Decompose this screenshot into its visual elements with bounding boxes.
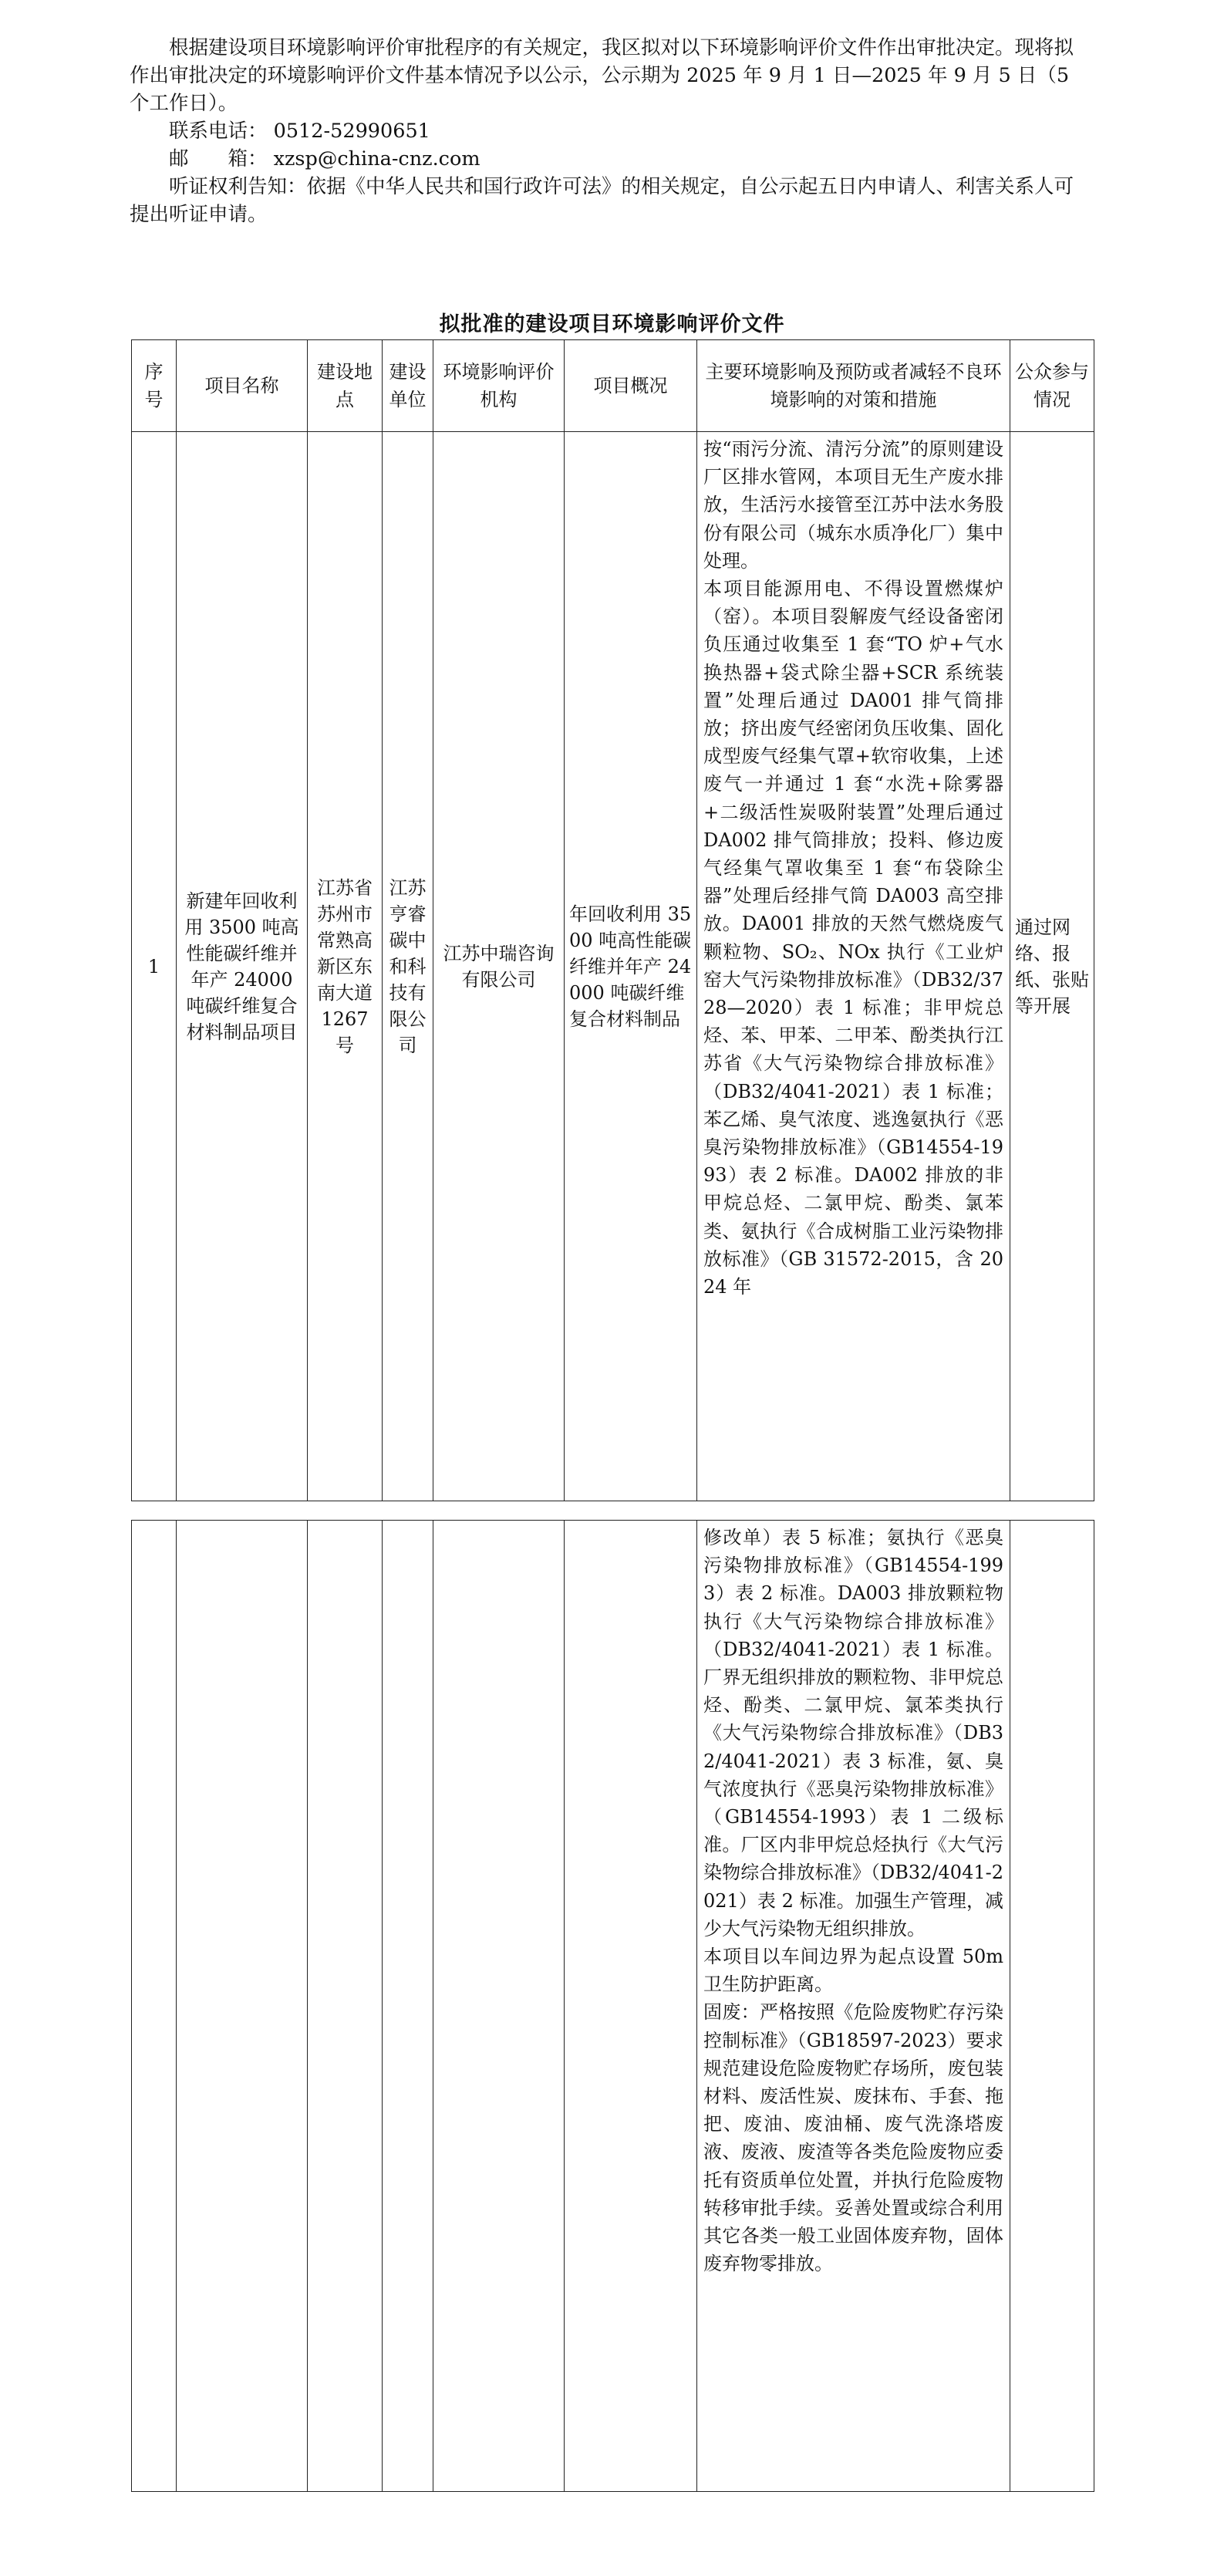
header-overview: 项目概况 (565, 340, 697, 432)
header-seq: 序号 (132, 340, 177, 432)
cell-seq: 1 (132, 432, 177, 1501)
header-participation: 公众参与情况 (1010, 340, 1094, 432)
header-name: 项目名称 (177, 340, 308, 432)
header-agency: 环境影响评价机构 (433, 340, 565, 432)
measures-waste: 固废：严格按照《危险废物贮存污染控制标准》（GB18597-2023）要求规范建设危险废物贮存场所，废包装材料、废活性炭、废抹布、手套、拖把、废油、废油桶、废气洗涤塔废液、废液、废渣等各类危险废物应委托有资质单位处置，并执行危险废物转移审批手续。妥善处置或综合利用其它各类一般工业固体废弃物，固体废弃物零排放。 (703, 2001, 1003, 2275)
cell-unit: 江苏亨睿碳中和科技有限公司 (383, 432, 433, 1501)
cell-measures (697, 432, 1010, 1501)
contact-email: 邮 箱： xzsp@china-cnz.com (169, 147, 480, 170)
table-row-continued (132, 1521, 1094, 2492)
cell-unit-empty (383, 1521, 433, 2492)
cell-seq-empty (132, 1521, 177, 2492)
table-header-row (132, 340, 1094, 432)
cell-location: 江苏省苏州市常熟高新区东南大道 1267 号 (308, 432, 383, 1501)
cell-agency: 江苏中瑞咨询有限公司 (433, 432, 565, 1501)
header-measures: 主要环境影响及预防或者减轻不良环境影响的对策和措施 (697, 340, 1010, 432)
cell-participation: 通过网络、报纸、张贴等开展 (1010, 432, 1094, 1501)
cell-name-empty (177, 1521, 308, 2492)
cell-measures-continued (697, 1521, 1010, 2492)
cell-overview-empty (565, 1521, 697, 2492)
header-unit: 建设单位 (383, 340, 433, 432)
measures-air: 本项目能源用电、不得设置燃煤炉（窑）。本项目裂解废气经设备密闭负压通过收集至 1 套“TO 炉+气水换热器+袋式除尘器+SCR 系统装置”处理后通过 DA001 排气筒排放；挤出废气经密闭负压收集、固化成型废气经集气罩+软帘收集，上述废气一并通过 1 套“水洗+除雾器+二级活性炭吸附装置”处理后通过 DA002 排气筒排放；投料、修边废气经集气罩收集至 1 套“布袋除尘器”处理后经排气筒 DA003 高空排放。DA001 排放的天然气燃烧废气颗粒物、SO₂、NOx 执行《工业炉窑大气污染物排放标准》（DB32/3728—2020）表 1 标准；非甲烷总烃、苯、甲苯、二甲苯、酚类执行江苏省《大气污染物综合排放标准》（DB32/4041-2021）表 1 标准；苯乙烯、臭气浓度、逃逸氨执行《恶臭污染物排放标准》（GB14554-1993）表 2 标准。DA002 排放的非甲烷总烃、二氯甲烷、酚类、氯苯类、氨执行《合成树脂工业污染物排放标准》（GB 31572-2015，含 2024 年 (703, 578, 1003, 1298)
measures-distance: 本项目以车间边界为起点设置 50m 卫生防护距离。 (703, 1946, 1003, 1996)
cell-location-empty (308, 1521, 383, 2492)
contact-phone: 联系电话： 0512-52990651 (169, 120, 430, 143)
cell-agency-empty (433, 1521, 565, 2492)
table-title: 拟批准的建设项目环境影响评价文件 (439, 312, 785, 336)
hearing-notice: 听证权利告知：依据《中华人民共和国行政许可法》的相关规定，自公示起五日内申请人、利害关系人可提出听证申请。 (130, 175, 1074, 226)
table-row (132, 432, 1094, 1501)
cell-overview: 年回收利用 3500 吨高性能碳纤维并年产 24000 吨碳纤维复合材料制品 (565, 432, 697, 1501)
cell-participation-empty (1010, 1521, 1094, 2492)
header-location: 建设地点 (308, 340, 383, 432)
measures-water: 按“雨污分流、清污分流”的原则建设厂区排水管网，本项目无生产废水排放，生活污水接管至江苏中法水务股份有限公司（城东水质净化厂）集中处理。 (703, 438, 1003, 572)
measures-air-cont: 修改单）表 5 标准；氨执行《恶臭污染物排放标准》（GB14554-1993）表 2 标准。DA003 排放颗粒物执行《大气污染物综合排放标准》（DB32/4041-2021）表 1 标准。厂界无组织排放的颗粒物、非甲烷总烃、酚类、二氯甲烷、氯苯类执行《大气污染物综合排放标准》（DB32/4041-2021）表 3 标准，氨、臭气浓度执行《恶臭污染物排放标准》（GB14554-1993）表 1 二级标准。厂区内非甲烷总烃执行《大气污染物综合排放标准》（DB32/4041-2021）表 2 标准。加强生产管理，减少大气污染物无组织排放。 (703, 1527, 1003, 1940)
cell-project-name: 新建年回收利用 3500 吨高性能碳纤维并年产 24000 吨碳纤维复合材料制品项目 (177, 432, 308, 1501)
eia-table-continued (131, 1520, 1094, 2492)
notice-intro (130, 34, 1086, 228)
intro-paragraph: 根据建设项目环境影响评价审批程序的有关规定，我区拟对以下环境影响评价文件作出审批决定。现将拟作出审批决定的环境影响评价文件基本情况予以公示，公示期为 2025 年 9 月 1 日—2025 年 9 月 5 日（5 个工作日）。 (130, 36, 1074, 115)
eia-table (131, 339, 1094, 1501)
